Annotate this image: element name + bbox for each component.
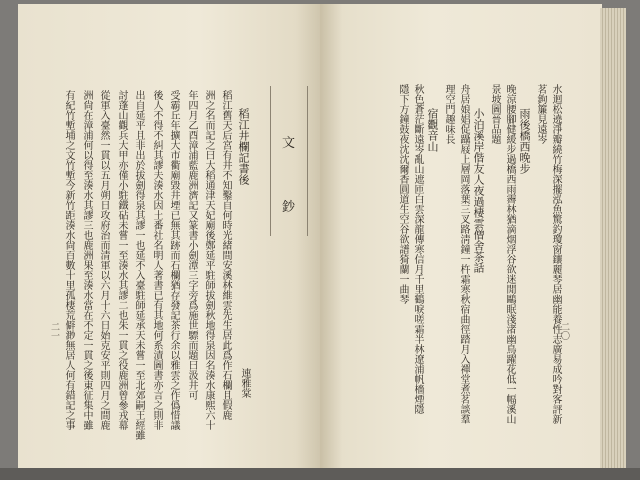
essay-title: 稻江井欄記書後 (237, 108, 250, 185)
text-column: 洲之名而記之曰大稻通津天妃廟後鄭延平駐師拔劍秋地得泉因名湊水康熙六十 (203, 90, 214, 430)
text-column: 理空門趣味長 (443, 84, 454, 144)
left-book-page (18, 4, 320, 472)
text-column: 秋色蒼茫斷遠岑亂山遮匝白雲深龍傳寒信月千里鶴唳嗟霜半林遼浦帆檣煙隱 (412, 84, 423, 414)
text-column: 後人不得不糾其謬夫湊水因土番社名明人著書已有其地何系漬圖書亦言之則非 (151, 90, 162, 430)
poem-heading: 小泊溪岸偕友人夜過棲雲僧舍茶話 (472, 108, 485, 273)
text-column: 洲尙在漳浦何以得至湊水其謬三也鹿洲果至湊水當在不定一貫之後東征集中雖 (81, 90, 92, 430)
text-column: 晚涼腰腳健緩步過橋西雨霽林猶滴烟浮谷欲迷閒鷗眠淺渚幽鳥躍花低一幅溪山 (504, 84, 515, 424)
page-number: 二一 (49, 322, 59, 340)
poem-heading: 宿觀音山 (426, 108, 439, 152)
table-surface (0, 468, 640, 480)
essay-author: 連雅棠 (239, 368, 250, 398)
page-number: 二〇 (559, 322, 569, 340)
text-column: 景坡圖晉品題 (489, 84, 500, 144)
section-heading-box (270, 86, 308, 236)
section-heading-char: 文 (282, 136, 296, 151)
text-column: 從軍入臺然一貫以五月朔日攻府治而清軍以六月十六日始克安平則四月之間鹿 (98, 90, 109, 430)
text-column: 茗鉤簾見遠岑 (535, 84, 546, 144)
text-column: 討蓬山觀兵大甲亦僅小駐鐵砧未嘗一至湊水其謬二也朱一貫之役鹿洲曾參戎幕 (116, 90, 127, 430)
text-column: 年四月乙酉漳浦藍鹿洲濟記又篆書小劍潭三字旁爲施世驃而題曰汲井可 (186, 90, 197, 400)
right-book-page (320, 4, 602, 472)
section-heading-char: 鈔 (282, 200, 296, 215)
text-column: 舟居娘娼促躡屐上層岡落葉三叉路淸鐘一杵霜寒秋宿曲徑踏月入禪堂煮茗談羣 (458, 84, 469, 424)
poem-heading: 雨後橋西晚步 (518, 108, 531, 174)
text-column: 有紀竹塹埔之文竹塹今新竹距湊水尙百數十里孤棲荒僻渺無居人何有錯記之事 (63, 90, 74, 430)
text-column: 受霸丘年擴大市衢廟毀井堙已無其跡而石欄猶存發記茶行余以雅雲之作僞惜議 (168, 90, 179, 430)
page-stack-edge (600, 8, 626, 470)
text-column: 稻江舊天后宮有井不知鑿自何時光緒間安溪林維雲先生居此爲作石欄且假鹿 (220, 90, 231, 420)
text-column: 水迴松遶淨瓣繞竹梅深擺泓魚驚釣瓊窗鑲麗琴居幽能養性志廣易成吟對客評新 (550, 84, 561, 424)
text-column: 隱下方鐘鼓夜沈沈爾香圓道生空谷欲譜猗蘭一曲琴 (397, 84, 408, 304)
text-column: 出自延平且非出於拔劍得泉其謬一也延不入臺駐師延承天未嘗一至北郊嗣王經雖 (133, 90, 144, 440)
